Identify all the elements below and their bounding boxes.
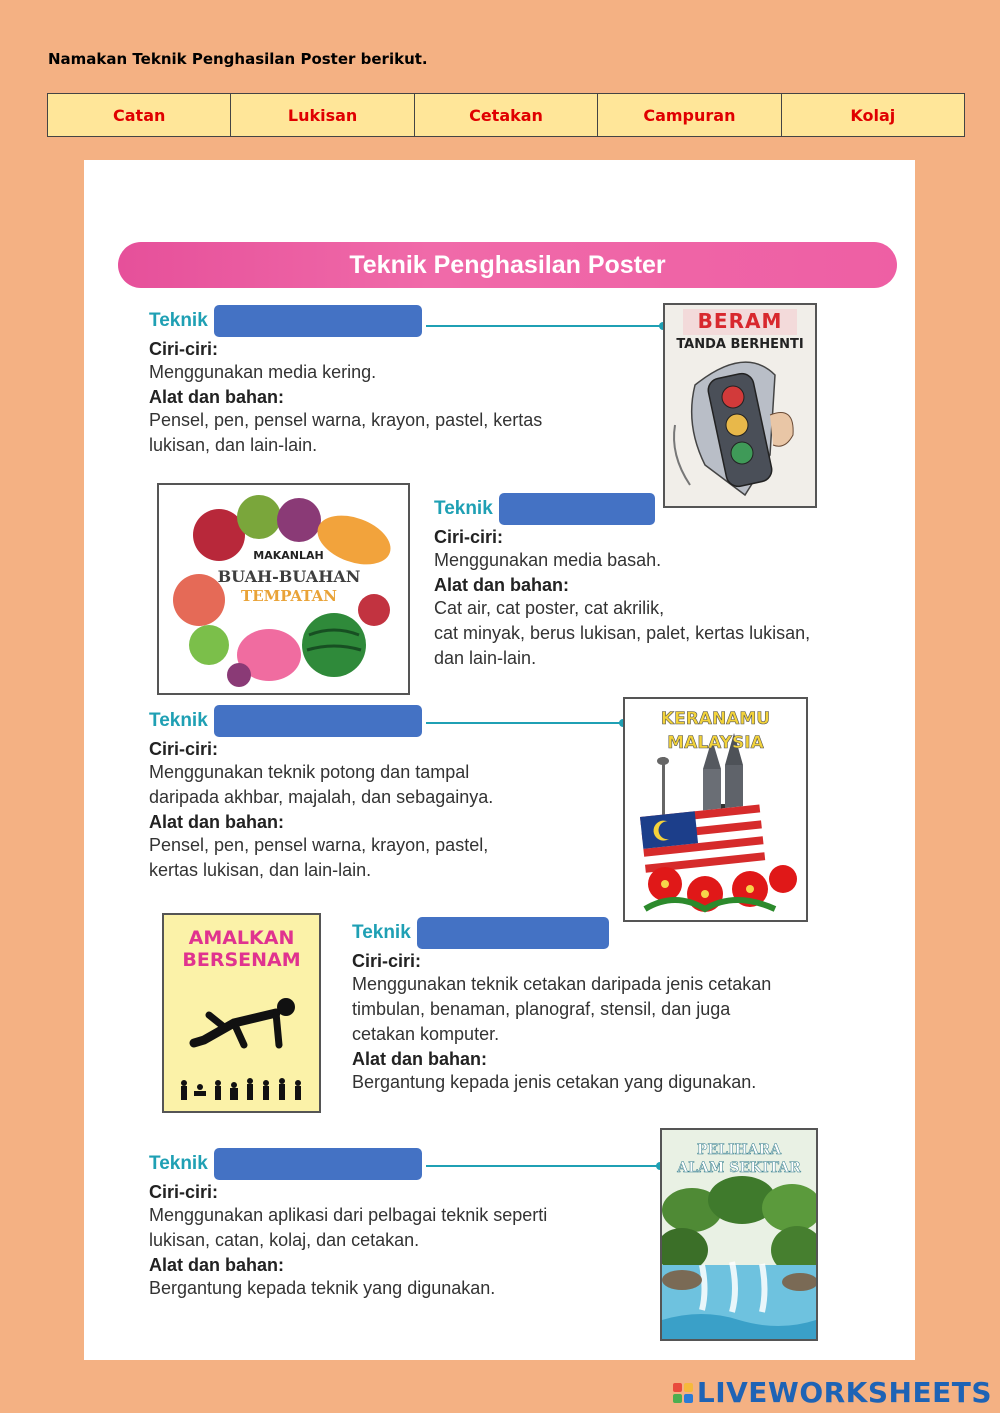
alat-label: Alat dan bahan: — [149, 812, 285, 832]
answer-box-2[interactable] — [499, 493, 655, 525]
ciri-line: Menggunakan teknik potong dan tampal — [149, 762, 470, 782]
connector-line — [426, 1165, 659, 1167]
poster-2-line-3: TEMPATAN — [241, 587, 337, 605]
ciri-label: Ciri-ciri: — [434, 527, 504, 547]
ciri-line: Menggunakan media kering. — [149, 362, 377, 382]
poster-image-5 — [660, 1128, 818, 1341]
ciri-label: Ciri-ciri: — [149, 1182, 219, 1202]
poster-2-line-1: MAKANLAH — [253, 549, 324, 562]
poster-5-line-2: ALAM SEKITAR — [677, 1160, 801, 1176]
alat-line: dan lain-lain. — [434, 648, 537, 668]
word-bank-item: Kolaj — [850, 105, 896, 125]
teknik-label: Teknik — [352, 922, 411, 943]
teknik-label: Teknik — [149, 1153, 208, 1174]
section-2 — [434, 493, 904, 671]
instruction: Namakan Teknik Penghasilan Poster berikut. — [48, 50, 428, 68]
teknik-label: Teknik — [434, 498, 493, 519]
section-1 — [149, 305, 619, 458]
poster-2-line-2: BUAH-BUAHAN — [217, 567, 361, 586]
alat-line: Pensel, pen, pensel warna, krayon, pastel, kertas — [149, 410, 543, 430]
alat-line: lukisan, dan lain-lain. — [149, 435, 318, 455]
section-3 — [149, 705, 619, 883]
connector-line — [426, 325, 662, 327]
alat-label: Alat dan bahan: — [352, 1049, 488, 1069]
section-5 — [149, 1148, 649, 1301]
ciri-line: Menggunakan media basah. — [434, 550, 662, 570]
word-bank — [47, 93, 965, 137]
alat-line: cat minyak, berus lukisan, palet, kertas lukisan, — [434, 623, 811, 643]
alat-label: Alat dan bahan: — [149, 387, 285, 407]
ciri-line: lukisan, catan, kolaj, dan cetakan. — [149, 1230, 420, 1250]
ciri-line: Menggunakan aplikasi dari pelbagai teknik seperti — [149, 1205, 548, 1225]
word-bank-item: Campuran — [598, 94, 781, 136]
poster-3-line-2: MALAYSIA — [667, 733, 764, 753]
ciri-label: Ciri-ciri: — [149, 739, 219, 759]
logo-mark-icon — [673, 1383, 693, 1403]
liveworksheets-logo — [673, 1376, 992, 1409]
alat-label: Alat dan bahan: — [149, 1255, 285, 1275]
alat-label: Alat dan bahan: — [434, 575, 570, 595]
ciri-line: cetakan komputer. — [352, 1024, 500, 1044]
answer-box-4[interactable] — [417, 917, 609, 949]
poster-image-4 — [162, 913, 321, 1113]
word-bank-item: Lukisan — [231, 94, 414, 136]
section-4 — [352, 917, 872, 1095]
answer-box-1[interactable] — [214, 305, 422, 337]
answer-box-5[interactable] — [214, 1148, 422, 1180]
poster-image-3 — [623, 697, 808, 922]
connector-line — [426, 722, 622, 724]
poster-1-subtitle: TANDA BERHENTI — [676, 337, 804, 352]
teknik-label: Teknik — [149, 710, 208, 731]
worksheet-page — [84, 160, 915, 1360]
poster-1-title: BERAM — [697, 309, 783, 333]
poster-4-line-1: AMALKAN — [188, 927, 295, 949]
ciri-line: timbulan, benaman, planograf, stensil, dan juga — [352, 999, 731, 1019]
alat-line: kertas lukisan, dan lain-lain. — [149, 860, 372, 880]
ciri-line: daripada akhbar, majalah, dan sebagainya. — [149, 787, 494, 807]
poster-4-line-2: BERSENAM — [182, 949, 301, 971]
poster-image-1 — [663, 303, 817, 508]
poster-5-line-1: PELIHARA — [696, 1142, 782, 1158]
banner-title: Teknik Penghasilan Poster — [118, 242, 897, 288]
ciri-line: Menggunakan teknik cetakan daripada jenis cetakan — [352, 974, 772, 994]
alat-line: Cat air, cat poster, cat akrilik, — [434, 598, 665, 618]
ciri-label: Ciri-ciri: — [149, 339, 219, 359]
answer-box-3[interactable] — [214, 705, 422, 737]
word-bank-item: Cetakan — [415, 94, 598, 136]
word-bank-item: Catan — [48, 94, 231, 136]
logo-text: LIVEWORKSHEETS — [696, 1376, 992, 1409]
poster-3-line-1: KERANAMU — [660, 709, 771, 729]
teknik-label: Teknik — [149, 310, 208, 331]
poster-image-2 — [157, 483, 410, 695]
alat-line: Bergantung kepada teknik yang digunakan. — [149, 1278, 496, 1298]
ciri-label: Ciri-ciri: — [352, 951, 422, 971]
alat-line: Pensel, pen, pensel warna, krayon, pastel, — [149, 835, 489, 855]
alat-line: Bergantung kepada jenis cetakan yang digunakan. — [352, 1072, 757, 1092]
